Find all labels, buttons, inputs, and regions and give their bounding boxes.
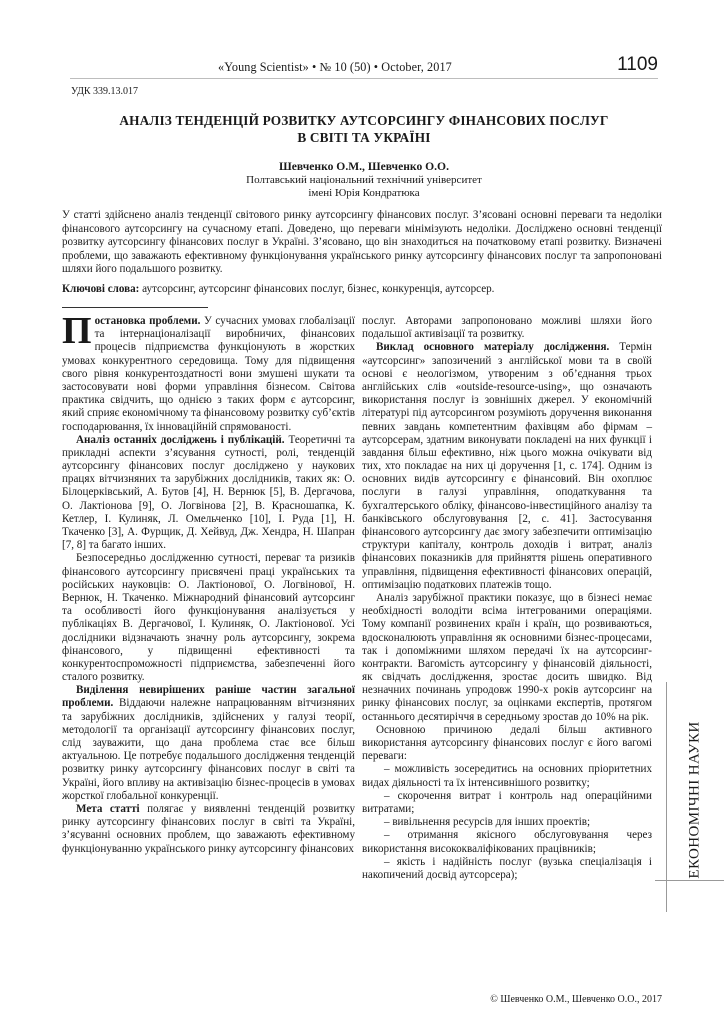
paragraph-problem-statement xyxy=(62,310,355,434)
paragraph-text: Віддаючи належне напрацюванням вітчизняних та зарубіжних дослідників, здійснених у галузі теорії, методології та організації аутсорсингу фінансових послуг, слід зауважити, що дана проблема стає все більш актуальною. Це потребує подальшого дослідження тенденцій розвитку ринку аутсорсингу фінансових послуг в світі та Україні, його впливу на активізацію бізнес-процесів в умовах жорсткої глобальної конкуренції. xyxy=(62,697,355,802)
drop-cap: П xyxy=(62,310,92,352)
affiliation-line-1: Полтавський національний технічний університет xyxy=(246,174,482,186)
paragraph-foreign-practice: Аналіз зарубіжної практики показує, що в бізнесі немає необхідності володіти всіма інтегрованими операціями. Тому компанії розвинених країн і країн, що розвиваються, вдосконалюють управління як основними бізнес-процесами, так і допоміжними шляхом передачі їх на аутсорсинг-контракти. Вагомість аутсорсингу у фінансовій діяльності, як свідчать дослідження, зростає досить швидко. Від незначних починань упродовж 1990-х років аутсорсинг на ринку фінансових послуг, за оцінками експертів, протягом останнього десятиріччя в середньому зростав до 10% на рік. xyxy=(362,591,652,723)
paragraph-text: Теоретичні та прикладні аспекти з’ясування сутності, ролі, тенденцій аутсорсингу фінансових послуг досліджено у наукових працях вітчизняних та зарубіжних дослідників, таких як: О. Білоцерківський, А. Бутов [4], Н. Вернюк [5], В. Дергачова, О. Лактіонова [9], О. Логвінова [2], В. Красношапка, К. Кетлер, І. Кулиняк, Л. Омельченко [10], І. Руда [1], Н. Ткаченко [3], А. Фурщик, Д. Хейвуд, Дж. Хендра, Н. Шапран [7, 8] та багато інших. xyxy=(62,433,355,552)
title-line-2: В СВІТІ ТА УКРАЇНІ xyxy=(297,130,431,145)
list-item: – скорочення витрат і контроль над операційними витратами; xyxy=(362,789,652,815)
authors-block xyxy=(70,160,658,200)
left-column xyxy=(62,310,355,856)
heading-article-goal: Мета статті xyxy=(76,802,140,815)
journal-info: «Young Scientist» • № 10 (50) • October, 2017 xyxy=(218,60,452,74)
paragraph-unsolved-problems xyxy=(62,684,355,803)
page-number: 1109 xyxy=(617,54,658,75)
heading-literature-review: Аналіз останніх досліджень і публікацій. xyxy=(76,433,285,446)
abstract: У статті здійснено аналіз тенденції світового ринку аутсорсингу фінансових послуг. З’ясовані основні переваги та недоліки фінансового аутсорсингу на сучасному етапі. Доведено, що переваги мінімізують недоліки. Досліджено основні тенденції розвитку аутсорсингу фінансових послуг в Україні. З’ясовано, що він знаходиться на початковому етапі розвитку. Визначені проблеми, що заважають ефективному функціонування українського ринку аутсорсингу фінансових послуг та запропоновані шляхи його подальшого розвитку. xyxy=(62,209,662,276)
title-line-1: АНАЛІЗ ТЕНДЕНЦІЙ РОЗВИТКУ АУТСОРСИНГУ ФІНАНСОВИХ ПОСЛУГ xyxy=(119,113,609,128)
heading-unsolved-problems: Виділення невирішених раніше частин загальної проблеми. xyxy=(62,684,355,710)
paragraph-goal-continued: послуг. Авторами запропоновано можливі шляхи його подальшої активізації та розвитку. xyxy=(362,315,652,341)
paragraph-text: Термін «аутсорсинг» запозичений з англійської мови та в своїй основі є неологізмом, утвореним з об’єднання трьох англійських слів «outside-resource-using», що означають використання послуг із зовнішніх джерел. У економічній літературі під аутсорсингом розуміють доручення виконання певних завдань компетентним фахівцям або фірмам – аутсорсерам, здатним виконувати покладені на них функції і завдання більш ефективно, ніж цього можна очікувати від тих, хто покладає на них ці доручення [1, с. 174]. Одним із основних видів аутсорсингу є фінансовий. Він охоплює послуги в галузі управління, оподаткування та бухгалтерського обліку, фінансово-інвестиційного аналізу та банківського обслуговування [2, с. 41]. Застосування фінансового аутсорсингу дає змогу забезпечити оптимізацію структури капіталу, контроль доходів і витрат, аналіз фінансових показників для прийняття рішень оперативного управління, підвищення ефективності фінансових операцій, оптимізацію податкових платежів тощо. xyxy=(362,341,652,591)
running-header xyxy=(70,54,658,79)
udk-code: УДК 339.13.017 xyxy=(71,86,139,97)
right-column xyxy=(362,315,652,882)
paragraph-main-material xyxy=(362,341,652,592)
keywords-label: Ключові слова: xyxy=(62,283,140,295)
paragraph-text: У сучасних умовах глобалізації та інтернаціоналізації виробничих, фінансових процесів підприємства функціонують в жорстких умовах конкурентного середовища. Тому для підвищення свого рівня конкурентоздатності вони змушені шукати та застосовувати нові форми управління бізнесом. Світова практика свідчить, що однією з таких форм є аутсорсинг, який сприяє економічному та фінансовому розвитку суб’єктів господарювання, їх інноваційній спрямованості. xyxy=(62,315,355,433)
author-names: Шевченко О.М., Шевченко О.О. xyxy=(279,160,449,173)
heading-problem-statement: остановка проблеми. xyxy=(94,315,201,327)
list-item: – вивільнення ресурсів для інших проектів; xyxy=(384,816,591,829)
paragraph-advantages-intro: Основною причиною дедалі більш активного використання аутсорсингу фінансових послуг є його вагомі переваги: xyxy=(362,723,652,763)
paragraph-article-goal xyxy=(62,803,355,856)
list-item: – отримання якісного обслуговування через використання висококваліфікованих працівників; xyxy=(362,829,652,855)
list-item: – якість і надійність послуг (вузька спеціалізація і накопичений досвід аутсорсера); xyxy=(362,855,652,881)
paragraph-researchers: Безпосередньо дослідженню сутності, переваг та ризиків фінансового аутсорсингу присвячені праці українських та російських науковців: О. Лактіонової, О. Логвінової, Н. Вернюк, Н. Ткаченко. Міжнародний фінансовий аутсорсинг та особливості його функціонування аналізується у публікаціях В. Дергачової, І. Кулиняк, О. Лактіонової. Усі дослідники відзначають значну роль аутсорсингу, зокрема фінансового, у підвищенні ефективності та конкурентоспроможності підприємства, забезпеченні його сталого розвитку. xyxy=(62,552,355,684)
list-item: – можливість зосередитись на основних пріоритетних видах діяльності та їх інтенсивнішого розвитку; xyxy=(362,763,652,789)
paragraph-literature-review xyxy=(62,434,355,553)
section-divider xyxy=(62,307,208,308)
section-label: ЕКОНОМІЧНІ НАУКИ xyxy=(686,721,703,879)
side-tab-divider xyxy=(655,880,724,881)
keywords xyxy=(62,283,662,295)
paragraph-text: полягає у виявленні тенденцій розвитку ринку аутсорсингу фінансових послуг в світі та Україні, з’ясуванні основних проблем, що заважають ефективному функціонуванню українського ринку аутсорсингу фінансових xyxy=(62,802,355,855)
article-title xyxy=(70,112,658,146)
affiliation-line-2: імені Юрія Кондратюка xyxy=(308,187,420,199)
keywords-text: аутсорсинг, аутсорсинг фінансових послуг, бізнес, конкуренція, аутсорсер. xyxy=(139,283,495,295)
section-side-tab xyxy=(666,682,724,912)
copyright-notice: © Шевченко О.М., Шевченко О.О., 2017 xyxy=(490,994,662,1005)
heading-main-material: Виклад основного матеріалу дослідження. xyxy=(376,341,610,354)
